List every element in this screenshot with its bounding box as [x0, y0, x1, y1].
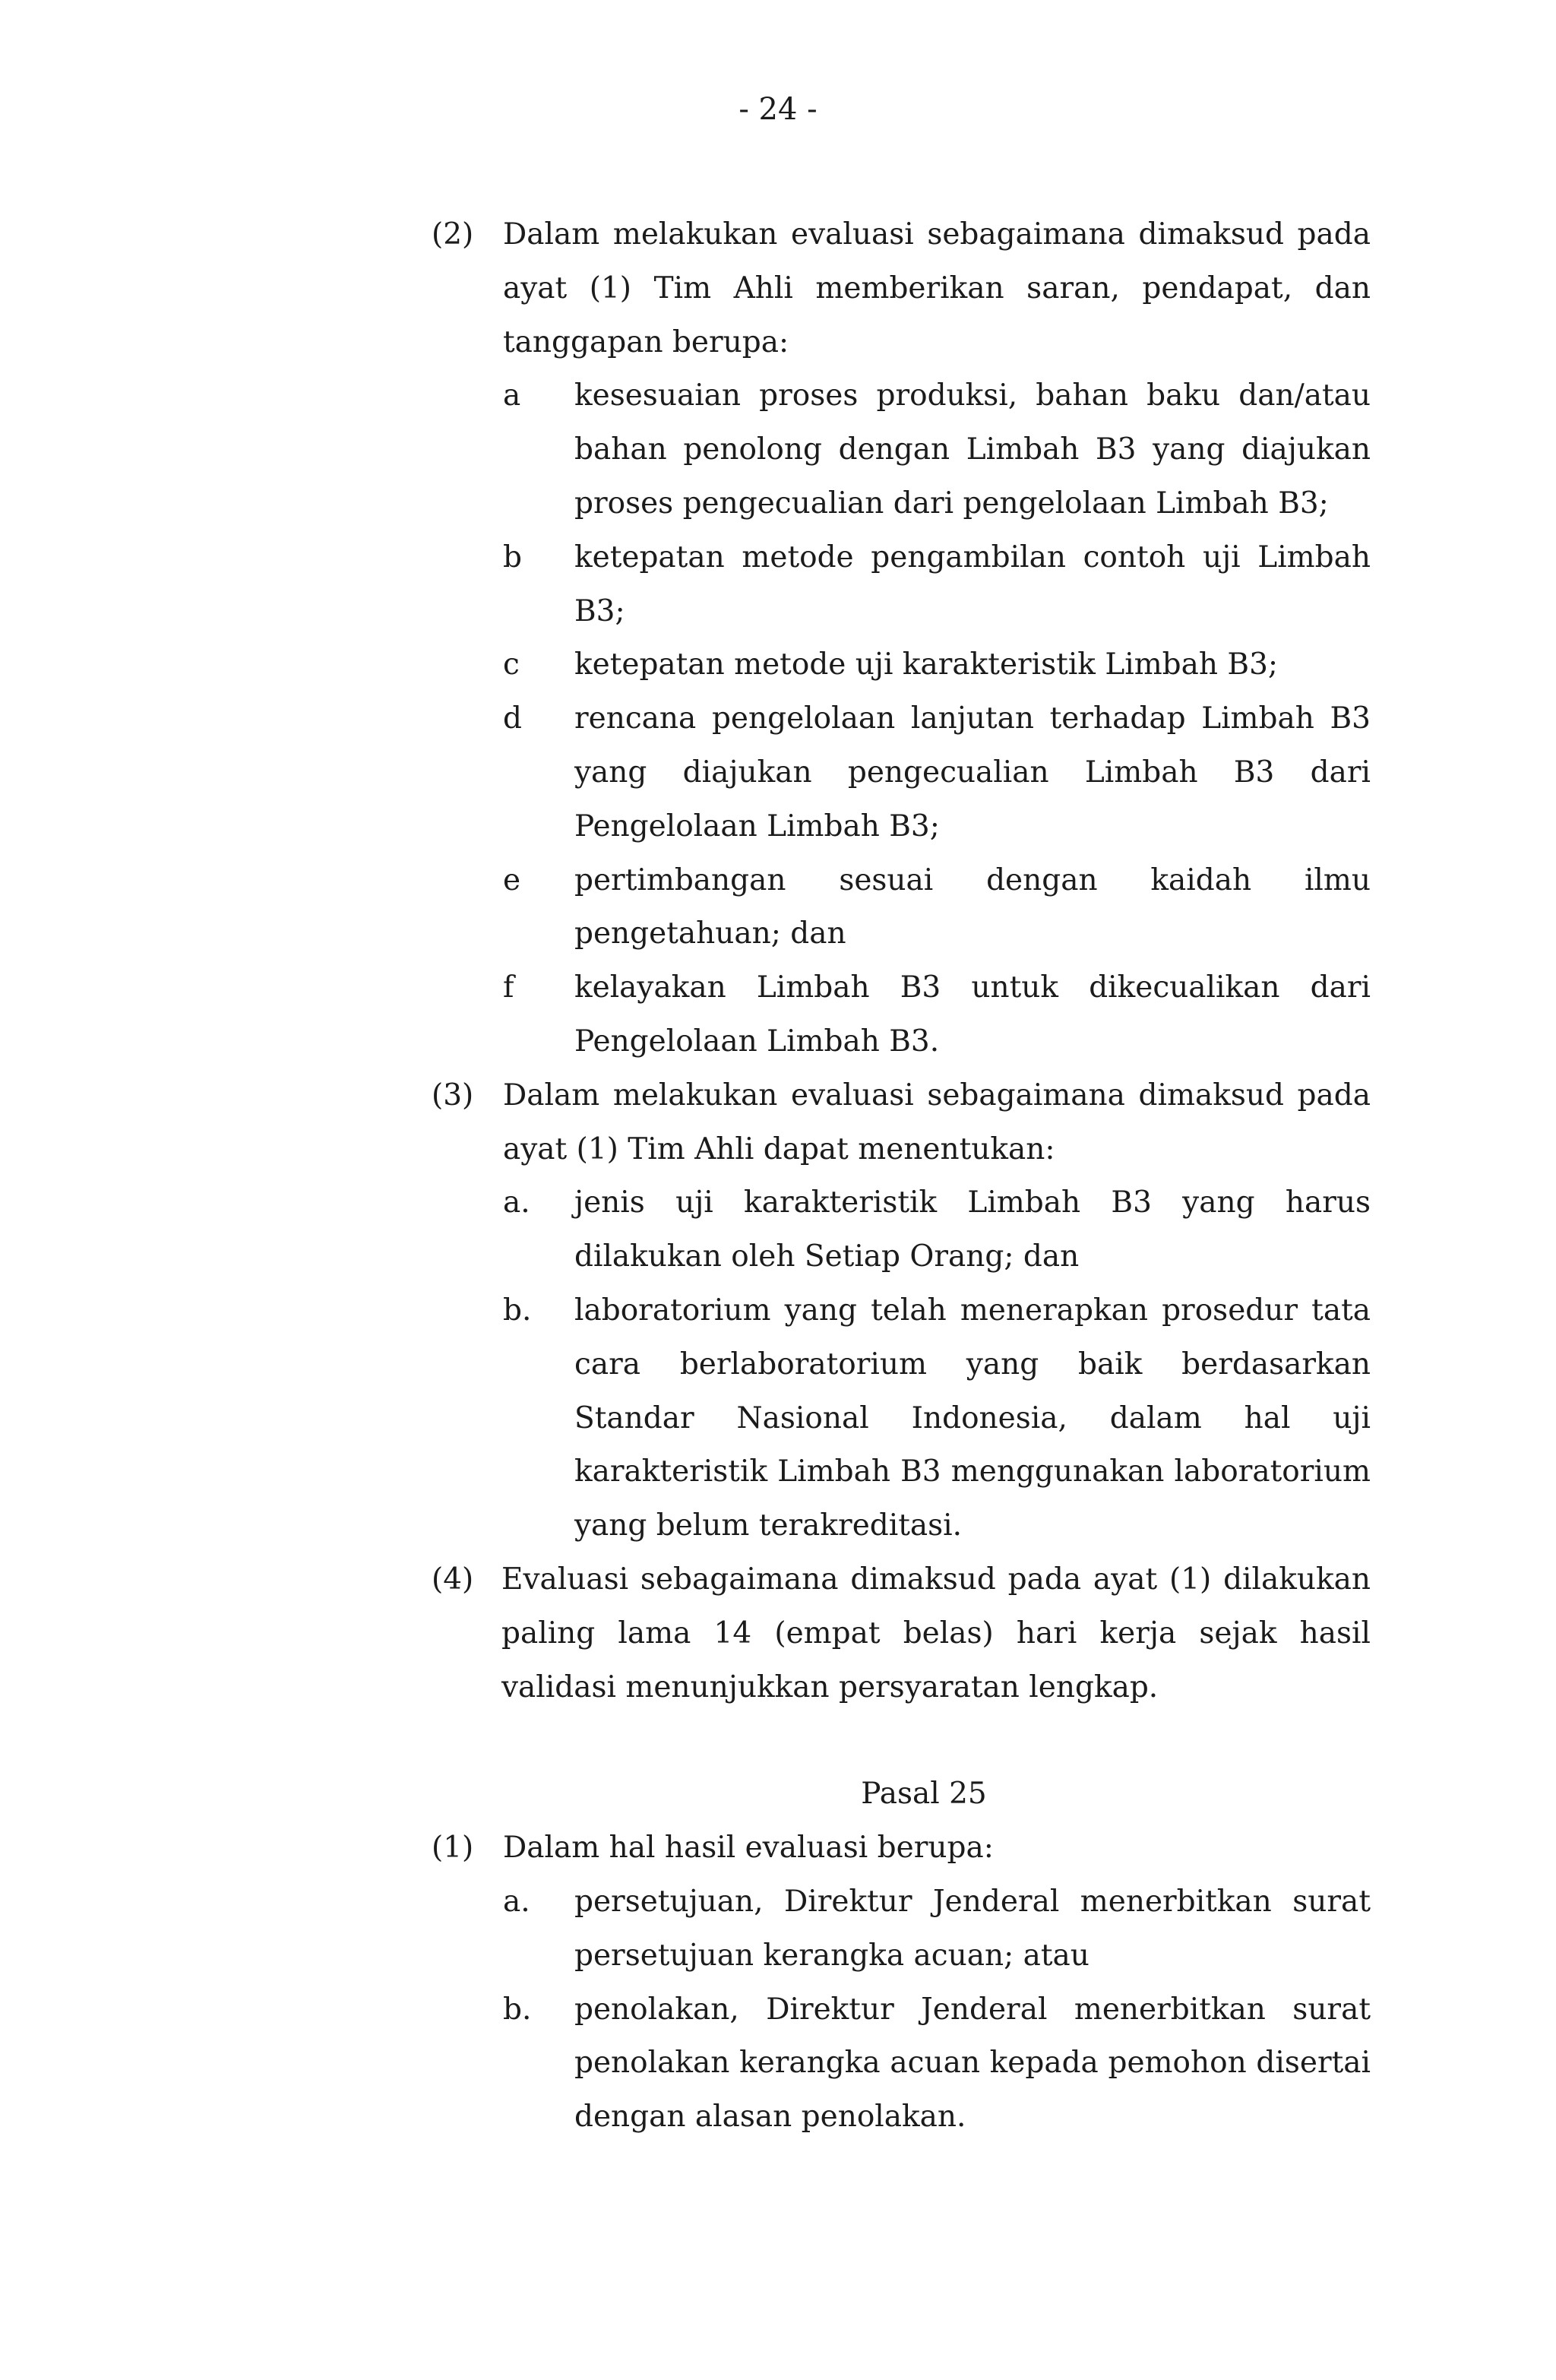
list-marker: b	[503, 540, 522, 574]
document-body	[432, 208, 1371, 2144]
ayat-4	[432, 1553, 1371, 1714]
ayat-3	[432, 1069, 1371, 1553]
list-item-text: penolakan, Direktur Jenderal menerbitkan surat penolakan kerangka acuan kepada pemohon disertai dengan alasan penolakan.	[574, 1992, 1371, 2135]
list-item	[503, 961, 1371, 1069]
ayat-number: (2)	[432, 217, 474, 252]
list-marker: c	[503, 647, 520, 682]
list-marker: b.	[503, 1992, 532, 2027]
list-item	[503, 1983, 1371, 2144]
list-item-text: rencana pengelolaan lanjutan terhadap Limbah B3 yang diajukan pengecualian Limbah B3 dari Pengelolaan Limbah B3;	[574, 701, 1371, 843]
ayat-intro: Dalam melakukan evaluasi sebagaimana dimaksud pada ayat (1) Tim Ahli memberikan saran, pendapat, dan tanggapan berupa:	[503, 217, 1371, 359]
list-item-text: pertimbangan sesuai dengan kaidah ilmu pengetahuan; dan	[574, 862, 1371, 951]
list-marker: a.	[503, 1884, 530, 1919]
list-item	[503, 1176, 1371, 1284]
list-item	[503, 854, 1371, 962]
list-marker: b.	[503, 1293, 532, 1328]
list-marker: a	[503, 378, 521, 413]
ayat-number: (1)	[432, 1831, 474, 1866]
ayat-2	[432, 208, 1371, 1069]
list-item	[503, 1875, 1371, 1983]
ayat-text: Evaluasi sebagaimana dimaksud pada ayat (1) dilakukan paling lama 14 (empat belas) hari kerja sejak hasil validasi menunjukkan persyaratan lengkap.	[501, 1562, 1371, 1704]
list-marker: d	[503, 701, 522, 736]
pasal-title: Pasal 25	[861, 1777, 987, 1812]
ayat-number: (4)	[432, 1562, 474, 1597]
list-item	[503, 692, 1371, 853]
list-item	[503, 638, 1371, 692]
list-marker: e	[503, 862, 521, 897]
list-marker: f	[503, 970, 514, 1005]
list-item-text: kelayakan Limbah B3 untuk dikecualikan dari Pengelolaan Limbah B3.	[574, 970, 1371, 1059]
list-item	[503, 1284, 1371, 1553]
list-item-text: ketepatan metode pengambilan contoh uji Limbah B3;	[574, 540, 1371, 628]
list-item-text: persetujuan, Direktur Jenderal menerbitkan surat persetujuan kerangka acuan; atau	[574, 1884, 1371, 1973]
page-number: - 24 -	[738, 92, 818, 127]
list-item-text: laboratorium yang telah menerapkan prosedur tata cara berlaboratorium yang baik berdasarkan Standar Nasional Indonesia, dalam hal uji karakteristik Limbah B3 menggunakan laboratorium yang belum terakreditasi.	[574, 1293, 1371, 1543]
list-item-text: kesesuaian proses produksi, bahan baku dan/atau bahan penolong dengan Limbah B3 yang diajukan proses pengecualian dari pengelolaan Limbah B3;	[574, 378, 1371, 521]
ayat-number: (3)	[432, 1078, 474, 1112]
pasal-25-ayat-1	[432, 1821, 1371, 2144]
ayat-intro: Dalam melakukan evaluasi sebagaimana dimaksud pada ayat (1) Tim Ahli dapat menentukan:	[503, 1078, 1371, 1166]
list-item-text: jenis uji karakteristik Limbah B3 yang harus dilakukan oleh Setiap Orang; dan	[574, 1185, 1371, 1274]
list-item	[503, 369, 1371, 530]
list-item-text: ketepatan metode uji karakteristik Limbah B3;	[574, 647, 1279, 682]
list-marker: a.	[503, 1185, 530, 1220]
ayat-intro: Dalam hal hasil evaluasi berupa:	[503, 1831, 994, 1866]
list-item	[503, 531, 1371, 639]
